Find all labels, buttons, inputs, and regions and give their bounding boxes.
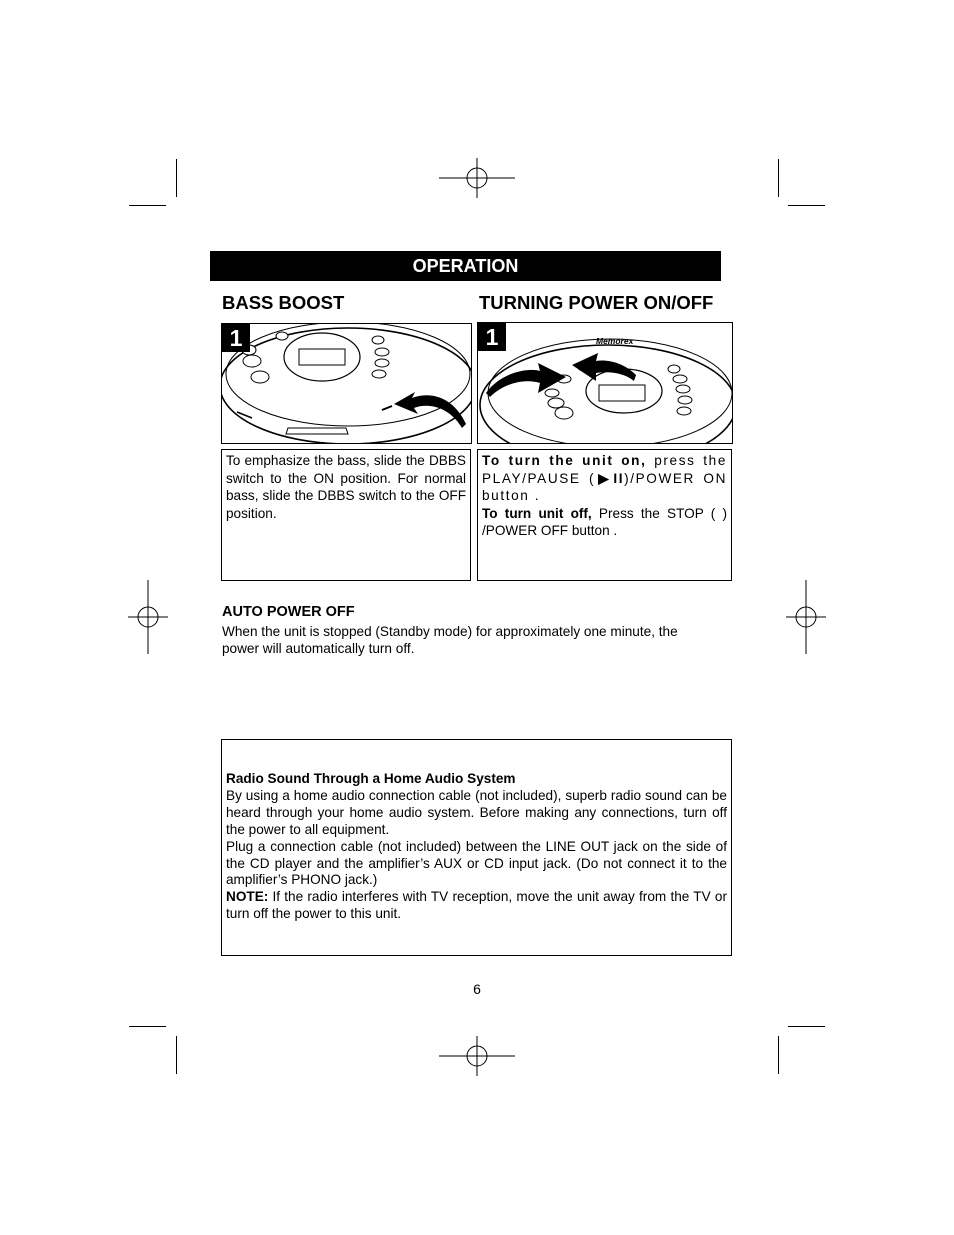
power-off-label: To turn unit off,: [482, 505, 592, 521]
crop-mark: [176, 159, 177, 197]
radio-heading: Radio Sound Through a Home Audio System: [226, 771, 516, 786]
radio-note: [226, 889, 727, 923]
bass-boost-heading: BASS BOOST: [222, 292, 345, 313]
section-banner: OPERATION: [210, 251, 721, 281]
brand-logo: Memorex: [596, 336, 634, 346]
power-on-label: To turn the unit on,: [482, 453, 647, 468]
auto-power-off-heading: AUTO POWER OFF: [222, 604, 355, 620]
power-off-instruction: [482, 505, 727, 540]
crop-mark: [129, 1026, 166, 1027]
power-on-text-2: )/POWER ON button: [482, 470, 727, 503]
radio-para-2: Plug a connection cable (not included) between the LINE OUT jack on the side of the CD player and the amplifier’s AUX or CD input jack. (Do not connect it to the amplifier’s PHONO jack.): [226, 838, 727, 888]
power-illustration: [477, 322, 733, 444]
bass-boost-illustration: [221, 323, 472, 444]
registration-mark-icon: [784, 578, 828, 656]
power-textbox: [477, 449, 732, 581]
note-label: NOTE:: [226, 889, 269, 905]
page-number: 6: [473, 981, 481, 997]
crop-mark: [129, 205, 166, 206]
power-heading: TURNING POWER ON/OFF: [479, 292, 714, 313]
radio-para-1: By using a home audio connection cable (not included), superb radio sound can be heard through your home audio system. Before making any connections, turn off the power to all equipment.: [226, 787, 727, 837]
registration-mark-icon: [437, 1034, 517, 1078]
crop-mark: [176, 1036, 177, 1074]
power-on-text: press the PLAY/PAUSE (: [482, 453, 727, 486]
step-number: 1: [222, 324, 250, 352]
radio-sound-box: [221, 739, 732, 956]
step-number: 1: [478, 323, 506, 351]
power-on-end: .: [529, 488, 541, 503]
registration-mark-icon: [126, 578, 170, 656]
bass-boost-text: To emphasize the bass, slide the DBBS switch to the ON position. For normal bass, slide the DBBS switch to the OFF position.: [226, 453, 466, 521]
auto-power-off-text: When the unit is stopped (Standby mode) for approximately one minute, the power will automatically turn off.: [222, 624, 678, 656]
registration-mark-icon: [437, 156, 517, 200]
note-text: If the radio interferes with TV reception, move the unit away from the TV or turn off the power to this unit.: [226, 889, 727, 922]
bass-boost-textbox: [221, 449, 471, 581]
power-on-instruction: [482, 452, 727, 505]
power-off-text: Press the STOP ( ) /POWER OFF button .: [482, 505, 727, 538]
crop-mark: [788, 205, 825, 206]
crop-mark: [778, 1036, 779, 1074]
crop-mark: [778, 159, 779, 197]
curved-arrow-icon: [222, 324, 471, 443]
play-pause-icon: ▶II: [595, 470, 625, 486]
crop-mark: [788, 1026, 825, 1027]
